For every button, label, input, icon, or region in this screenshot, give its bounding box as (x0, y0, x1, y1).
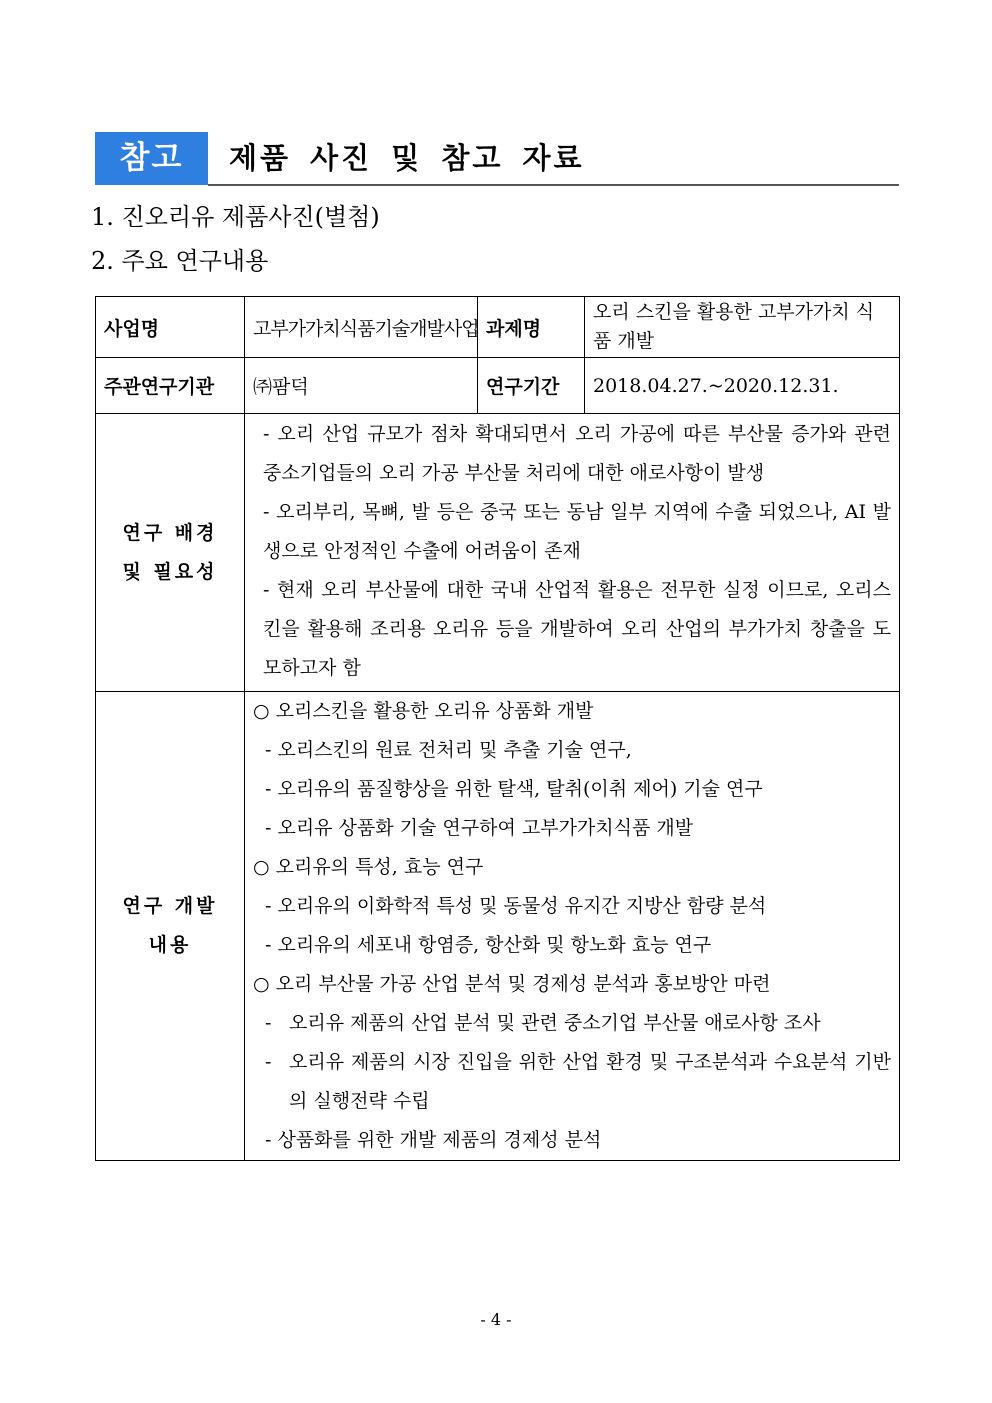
background-bullet: - 오리부리, 목뼈, 발 등은 중국 또는 동남 일부 지역에 수출 되었으나, AI 발생으로 안정적인 수출에 어려움이 존재 (263, 501, 891, 562)
content-bullet: - 상품화를 위한 개발 제품의 경제성 분석 (265, 1129, 602, 1151)
content-heading: ○ 오리스킨을 활용한 오리유 상품화 개발 (253, 700, 594, 722)
list-item-product-photo: 1. 진오리유 제품사진(별첨) (91, 203, 380, 231)
content-heading: ○ 오리 부산물 가공 산업 분석 및 경제성 분석과 홍보방안 마련 (253, 973, 771, 995)
period-label: 연구기간 (478, 358, 585, 414)
content-label (96, 692, 245, 1161)
content-bullet: - 오리유의 세포내 항염증, 항산화 및 항노화 효능 연구 (265, 934, 712, 956)
dash-marker: - (265, 1051, 272, 1073)
content-label-line1: 연구 개발 (122, 895, 218, 917)
content-bullet-item (253, 1043, 891, 1121)
content-bullet: - 오리유의 이화학적 특성 및 동물성 유지간 지방산 함량 분석 (265, 895, 767, 917)
title-underline (208, 184, 899, 186)
project-value: 고부가가치식품기술개발사업 (245, 297, 478, 358)
section-header (95, 132, 899, 186)
task-label: 과제명 (478, 297, 585, 358)
table-row (96, 414, 900, 692)
reference-badge: 참고 (95, 132, 208, 185)
background-bullet: - 오리 산업 규모가 점차 확대되면서 오리 가공에 따른 부산물 증가와 관련 중소기업들의 오리 가공 부산물 처리에 대한 애로사항이 발생 (263, 423, 891, 484)
content-bullet: - 오리유의 품질향상을 위한 탈색, 탈취(이취 제어) 기술 연구 (265, 778, 763, 800)
content-bullet: - 오리스킨의 원료 전처리 및 추출 기술 연구, (265, 739, 632, 761)
research-summary-table (95, 296, 900, 1161)
period-value: 2018.04.27.~2020.12.31. (585, 358, 900, 414)
content-bullet: - 오리유 상품화 기술 연구하여 고부가가치식품 개발 (265, 817, 694, 839)
section-title: 제품 사진 및 참고 자료 (229, 141, 585, 175)
background-content (245, 414, 900, 692)
content-bullet-text: 오리유 제품의 산업 분석 및 관련 중소기업 부산물 애로사항 조사 (289, 1012, 821, 1034)
dash-marker: - (265, 1012, 272, 1034)
table-row (96, 358, 900, 414)
org-value: ㈜팜덕 (245, 358, 478, 414)
list-item-research-content: 2. 주요 연구내용 (91, 247, 269, 275)
table-row (96, 297, 900, 358)
content-label-line2: 내용 (148, 934, 192, 956)
content-bullet-text: 오리유 제품의 시장 진입을 위한 산업 환경 및 구조분석과 수요분석 기반의 실행전략 수립 (289, 1051, 891, 1112)
task-value: 오리 스킨을 활용한 고부가가치 식품 개발 (585, 297, 900, 358)
background-label (96, 414, 245, 692)
project-label: 사업명 (96, 297, 245, 358)
table-row (96, 692, 900, 1161)
background-bullet: - 현재 오리 부산물에 대한 국내 산업적 활용은 전무한 실정 이므로, 오리스킨을 활용해 조리용 오리유 등을 개발하여 오리 산업의 부가가치 창출을 도모하고자 함 (263, 579, 891, 679)
content-heading: ○ 오리유의 특성, 효능 연구 (253, 856, 484, 878)
page-number: - 4 - (480, 1310, 512, 1329)
org-label: 주관연구기관 (96, 358, 245, 414)
content-bullet-item (253, 1004, 891, 1043)
development-content (245, 692, 900, 1161)
background-label-line1: 연구 배경 (122, 521, 218, 544)
background-label-line2: 및 필요성 (122, 560, 218, 583)
